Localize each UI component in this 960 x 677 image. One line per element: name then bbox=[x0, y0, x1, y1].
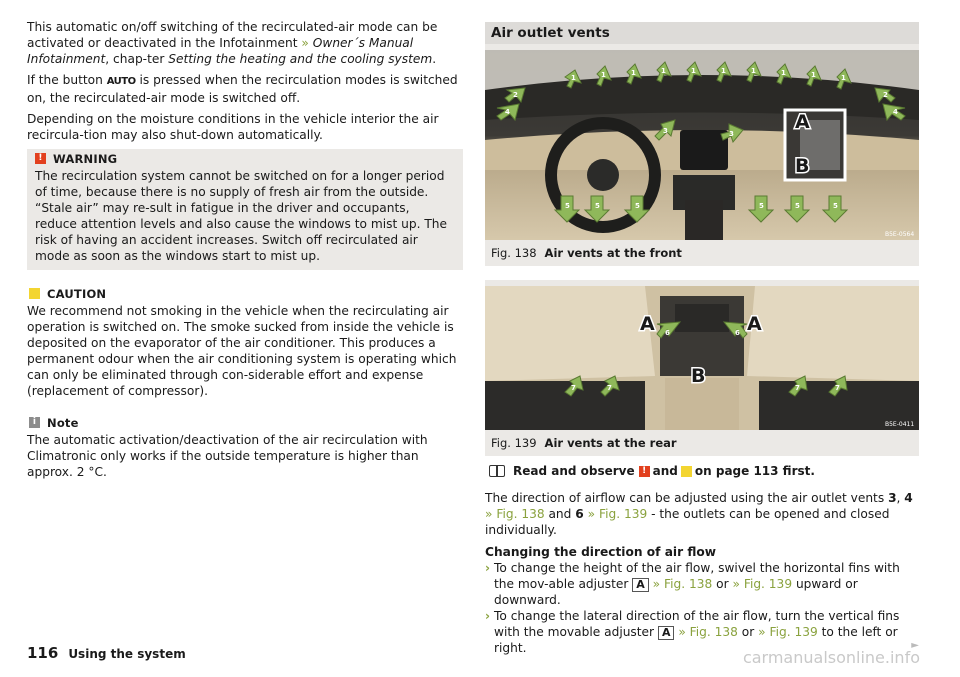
link-infotainment-manual[interactable]: Owner´s Manual Infotainment bbox=[27, 36, 414, 66]
ref-fig-138[interactable]: » Fig. 138 bbox=[485, 507, 545, 521]
vent-label: 4 bbox=[505, 108, 510, 116]
bullet-arrow-icon: › bbox=[485, 561, 491, 575]
caution-text: We recommend not smoking in the vehicle when the recirculating air operation is switched on. The smoke sucked from inside the vehicle is deposited on the evaporator of the air conditioner. This produces a permanent odour when the air conditioning system is operating which can only be eliminated through con-siderable effort and expense (replacement of compressor). bbox=[27, 304, 457, 398]
vent-label: 3 bbox=[663, 127, 668, 135]
rear-air-vents-illustration bbox=[485, 286, 919, 430]
warning-icon: ! bbox=[639, 466, 650, 477]
figure-number: Fig. 139 bbox=[491, 436, 537, 450]
adjuster-b-label: B bbox=[795, 155, 810, 177]
figure-caption bbox=[485, 430, 919, 456]
caution-title: CAUTION bbox=[47, 286, 107, 301]
vent-label: 5 bbox=[833, 202, 838, 210]
note-text: The automatic activation/deactivation of the air recirculation with Climatronic only works if the outside temperature is higher than approx. 2 °C. bbox=[27, 433, 428, 479]
paragraph-auto-button: If the button AUTO is pressed when the recirculation modes is switched on, the recirculated-air mode is switched off. bbox=[27, 73, 458, 105]
caution-section bbox=[27, 284, 463, 399]
rear-vents-svg bbox=[485, 286, 919, 430]
bullet-arrow-icon: › bbox=[485, 609, 491, 623]
vent-instructions bbox=[485, 490, 919, 656]
vent-label: 1 bbox=[721, 67, 726, 75]
vent-label: 2 bbox=[513, 91, 518, 99]
ref-fig-139[interactable]: » Fig. 139 bbox=[587, 507, 648, 521]
vent-label: 5 bbox=[565, 202, 570, 210]
vent-label: 5 bbox=[595, 202, 600, 210]
page-footer bbox=[27, 645, 186, 662]
figure-138 bbox=[485, 44, 919, 266]
paragraph-airflow-direction: The direction of airflow can be adjusted using the air outlet vents 3, 4 » Fig. 138 and 6 » Fig. 139 - the outlets can be opened and closed individually. bbox=[485, 491, 913, 537]
vent-label: 5 bbox=[759, 202, 764, 210]
vent-label: 3 bbox=[729, 130, 734, 138]
vent-label: 1 bbox=[571, 74, 576, 82]
book-icon bbox=[489, 465, 505, 477]
adjuster-b-label: B bbox=[691, 365, 706, 387]
caution-icon bbox=[681, 466, 692, 477]
paragraph-recirc-switching: This automatic on/off switching of the recirculated-air mode can be activated or deactivated in the Infotainment » Owner´s Manual Infotainment, chap-ter Setting the heating and the cooling system. bbox=[27, 20, 438, 66]
vent-label: 1 bbox=[751, 67, 756, 75]
adjuster-key-a: A bbox=[658, 626, 675, 640]
figure-caption bbox=[485, 240, 919, 266]
warning-box bbox=[27, 149, 463, 270]
ref-fig-138[interactable]: » Fig. 138 bbox=[652, 577, 713, 591]
note-title: Note bbox=[47, 415, 79, 430]
vent-label: 6 bbox=[735, 329, 740, 337]
vent-label: 6 bbox=[665, 329, 670, 337]
paragraph-moisture: Depending on the moisture conditions in the vehicle interior the air recircula-tion may also shut-down automatically. bbox=[27, 112, 439, 142]
vent-label: 1 bbox=[781, 69, 786, 77]
ref-arrow[interactable]: » bbox=[301, 36, 313, 50]
section-title: Air outlet vents bbox=[485, 22, 919, 44]
figure-title: Air vents at the front bbox=[544, 246, 682, 260]
vent-label: 7 bbox=[607, 384, 612, 392]
page-number: 116 bbox=[27, 644, 59, 662]
chapter-title: Using the system bbox=[68, 647, 186, 661]
ref-fig-139[interactable]: » Fig. 139 bbox=[732, 577, 793, 591]
adjuster-a-right-label: A bbox=[747, 313, 762, 335]
ref-fig-139[interactable]: » Fig. 139 bbox=[758, 625, 818, 639]
note-section bbox=[27, 413, 463, 480]
warning-text: The recirculation system cannot be switched on for a longer period of time, because there is no supply of fresh air from the outside. “Stale air” may re-sult in fatigue in the driver and occupants, reduce attention levels and also cause the windows to mist up. The risk of having an accident increases. Switch off recirculated air mode as soon as the windows start to mist up. bbox=[35, 169, 447, 263]
vent-label: 1 bbox=[841, 74, 846, 82]
continue-arrow-icon: ► bbox=[911, 640, 919, 651]
vent-label: 1 bbox=[631, 69, 636, 77]
figure-code: B5E-0411 bbox=[885, 421, 915, 428]
info-icon: i bbox=[29, 417, 40, 428]
subheading-changing-direction: Changing the direction of air flow bbox=[485, 545, 717, 559]
vent-label: 1 bbox=[811, 71, 816, 79]
front-air-vents-illustration bbox=[485, 50, 919, 240]
vent-label: 2 bbox=[883, 91, 888, 99]
vent-label: 7 bbox=[571, 384, 576, 392]
figure-code: B5E-0564 bbox=[885, 231, 915, 238]
vent-label: 5 bbox=[635, 202, 640, 210]
adjuster-a-label: A bbox=[795, 111, 810, 133]
vent-label: 1 bbox=[601, 71, 606, 79]
list-item: › To change the lateral direction of the air flow, turn the vertical fins with the movable adjuster A » Fig. 138 or » Fig. 139 to the left or right. bbox=[485, 609, 900, 655]
figure-number: Fig. 138 bbox=[491, 246, 537, 260]
warning-icon: ! bbox=[35, 153, 46, 164]
adjuster-key-a: A bbox=[632, 578, 649, 592]
list-item: › To change the height of the air flow, swivel the horizontal fins with the mov-able adjuster A » Fig. 138 or » Fig. 139 upward or downward. bbox=[485, 561, 900, 607]
vent-label: 5 bbox=[795, 202, 800, 210]
vent-label: 4 bbox=[893, 108, 898, 116]
front-vents-svg bbox=[485, 50, 919, 240]
left-column bbox=[27, 19, 463, 480]
vent-label: 7 bbox=[795, 384, 800, 392]
vent-label: 1 bbox=[691, 67, 696, 75]
vent-label: 7 bbox=[835, 384, 840, 392]
vent-label: 1 bbox=[661, 67, 666, 75]
right-column bbox=[485, 22, 919, 456]
read-and-observe: Read and observe ! and on page 113 first. bbox=[485, 463, 919, 479]
adjuster-a-left-label: A bbox=[640, 313, 655, 335]
caution-icon bbox=[29, 288, 40, 299]
warning-title: WARNING bbox=[53, 151, 118, 166]
figure-139 bbox=[485, 280, 919, 456]
figure-title: Air vents at the rear bbox=[544, 436, 677, 450]
watermark: carmanualsonline.info bbox=[742, 648, 920, 667]
ref-fig-138[interactable]: » Fig. 138 bbox=[678, 625, 738, 639]
auto-button-symbol: AUTO bbox=[106, 76, 136, 87]
